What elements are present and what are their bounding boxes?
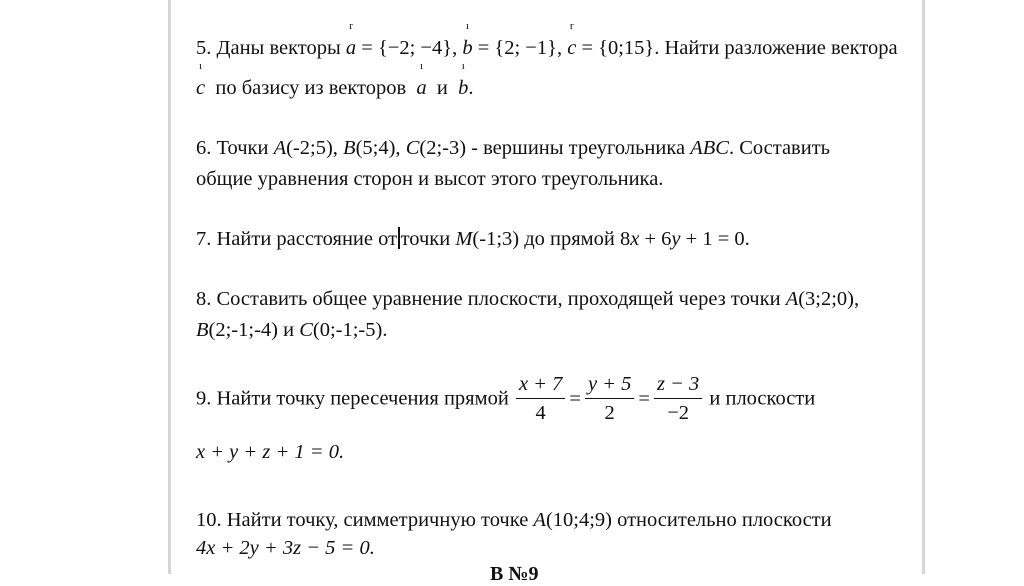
point-C: C xyxy=(405,137,420,159)
vector-c-ref: ı c xyxy=(196,60,206,99)
vector-a-value: = {−2; −4} xyxy=(361,37,453,59)
point-B: B xyxy=(343,137,356,159)
problem-9-line-2: x + y + z + 1 = 0. xyxy=(196,441,345,463)
vector-b-value: = {2; −1} xyxy=(477,37,557,59)
and-word: и xyxy=(436,77,448,99)
problem-9-line-1: 9. Найти точку пересечения прямой $\frac{x + 7}{4}$ = $\frac{y + 5}{2}$ = $\frac{z - 3}{-2}$ и плоскости xyxy=(196,373,816,424)
right-page-shadow xyxy=(922,0,925,574)
text-cursor xyxy=(398,227,400,249)
left-page-shadow xyxy=(168,0,171,574)
triangle-name: ABC xyxy=(690,137,729,159)
cutoff-heading: В №9 xyxy=(490,563,539,585)
problem-7-line: 7. Найти расстояние от точки M(-1;3) до прямой 8x + 6y + 1 = 0. xyxy=(196,228,750,250)
problem-8-line-2: B(2;-1;-4) и C(0;-1;-5). xyxy=(196,319,388,341)
vector-c-value: = {0;15} xyxy=(581,37,655,59)
problem-5-line-1: 5. Даны векторы r a = {−2; −4}, ı b = {2; −1}, r c = {0;15}. Найти разложение вектора xyxy=(196,20,898,59)
point-M: M xyxy=(455,228,473,250)
vector-c: r c xyxy=(567,20,577,59)
point-A-8: A xyxy=(785,288,799,310)
problem-10-line-2: 4x + 2y + 3z − 5 = 0. xyxy=(196,537,375,559)
point-A: A xyxy=(273,137,287,159)
vector-b: ı b xyxy=(462,20,473,59)
vector-a: r a xyxy=(345,20,357,59)
problem-6-line-2: общие уравнения сторон и высот этого треугольника. xyxy=(196,168,664,190)
problem-5-tail: . Найти разложение вектора xyxy=(654,37,898,59)
problem-5-basis-text: по базису из векторов xyxy=(215,77,407,99)
problem-6-line-1: 6. Точки A(-2;5), B(5;4), C(2;-3) - вершины треугольника ABC. Составить xyxy=(196,137,831,159)
vector-b-ref: ı b xyxy=(458,60,469,99)
point-A-10: A xyxy=(533,509,546,531)
fraction-z: $\frac{z - 3}{-2}$ xyxy=(654,372,702,425)
fraction-x: $\frac{x + 7}{4}$ xyxy=(516,372,565,425)
fraction-y: $\frac{y + 5}{2}$ xyxy=(585,372,634,425)
vector-a-ref: ı a xyxy=(416,60,427,99)
point-C-8: C xyxy=(299,319,313,341)
problem-10-line-1: 10. Найти точку, симметричную точке A(10;4;9) относительно плоскости xyxy=(196,509,832,531)
point-B-8: B xyxy=(196,319,209,341)
problem-5-intro: 5. Даны векторы xyxy=(196,37,341,59)
problem-8-line-1: 8. Составить общее уравнение плоскости, проходящей через точки A(3;2;0), xyxy=(196,288,860,310)
problem-5-line-2: ı c по базису из векторов ı a и ı b. xyxy=(196,60,474,99)
